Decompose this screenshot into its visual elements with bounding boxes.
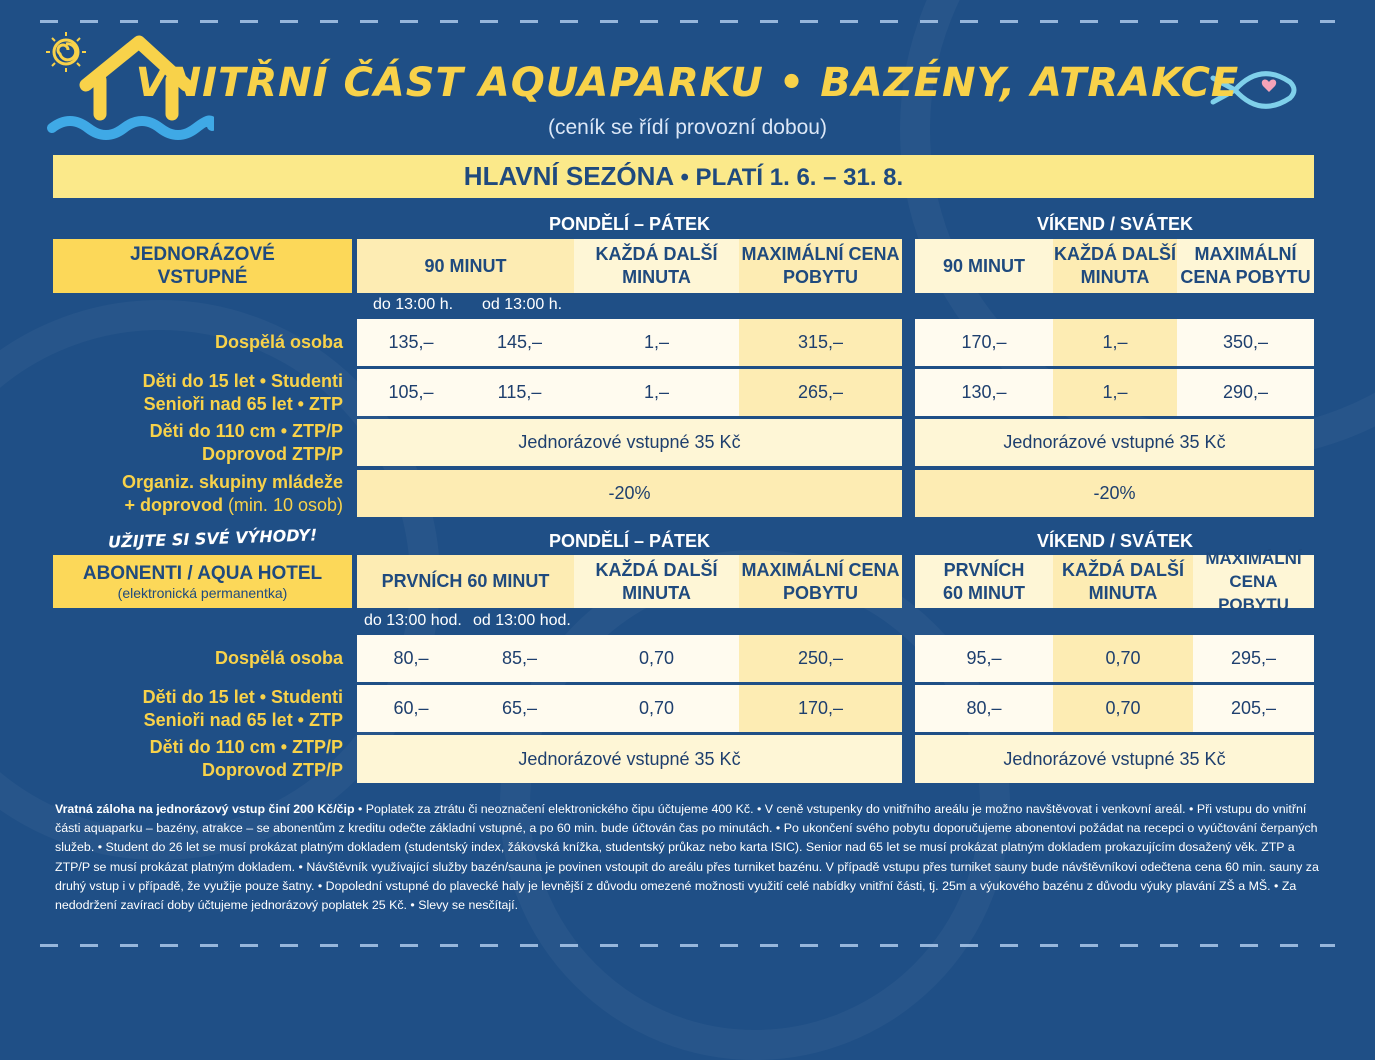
s1-time-before: do 13:00 h. — [373, 296, 454, 313]
s2-we-col-max: MAXIMÁLNÍ CENA POBYTU — [1193, 555, 1314, 608]
s1-wd-col-90: 90 MINUT — [357, 239, 574, 293]
s2-adult-we-minute: 0,70 — [1053, 635, 1193, 682]
s1-adult-wd-max: 315,– — [739, 319, 902, 366]
s1-reduced-wd-minute: 1,– — [574, 369, 739, 416]
s1-reduced-wd-max: 265,– — [739, 369, 902, 416]
s2-we-col-minute: KAŽDÁ DALŠÍ MINUTA — [1053, 555, 1193, 608]
s1-reduced-we-90: 130,– — [915, 369, 1053, 416]
s2-adult-wd-minute: 0,70 — [574, 635, 739, 682]
benefits-slogan: UŽIJTE SI SVÉ VÝHODY! — [107, 525, 318, 552]
page-title: VNITŘNÍ ČÁST AQUAPARKU • BAZÉNY, ATRAKCE — [135, 60, 1240, 106]
s1-adult-wd-after: 145,– — [465, 319, 574, 366]
s2-adult-wd-before: 80,– — [357, 635, 465, 682]
s1-label-line2: VSTUPNÉ — [157, 267, 248, 288]
s1-section-label — [53, 239, 352, 293]
s2-reduced-wd-after: 65,– — [465, 685, 574, 732]
s2-row-children-label: Děti do 110 cm • ZTP/P Doprovod ZTP/P — [149, 737, 343, 780]
s1-time-after: od 13:00 h. — [482, 296, 563, 313]
s2-reduced-wd-max: 170,– — [739, 685, 902, 732]
s1-reduced-wd-after: 115,– — [465, 369, 574, 416]
s1-row-groups-label: Organiz. skupiny mládeže + doprovod (min. 10 osob) — [121, 471, 343, 515]
bottom-dashed-divider — [40, 944, 1335, 947]
s1-adult-we-max: 350,– — [1177, 319, 1314, 366]
s1-row-reduced-label: Děti do 15 let • Studenti Senioři nad 65 let • ZTP — [142, 370, 343, 414]
s2-adult-wd-after: 85,– — [465, 635, 574, 682]
s1-weekday-header: PONDĚLÍ – PÁTEK — [548, 214, 711, 234]
s2-wd-col-max: MAXIMÁLNÍ CENA POBYTU — [739, 555, 902, 608]
s1-groups-wd: -20% — [357, 470, 902, 517]
page-subtitle: (ceník se řídí provozní dobou) — [548, 116, 827, 139]
s2-children-we: Jednorázové vstupné 35 Kč — [915, 735, 1314, 783]
s1-children-wd: Jednorázové vstupné 35 Kč — [357, 419, 902, 466]
s2-label-line1: ABONENTI / AQUA HOTEL — [82, 562, 323, 584]
s2-weekend-header: VÍKEND / SVÁTEK — [1036, 531, 1194, 551]
s2-adult-wd-max: 250,– — [739, 635, 902, 682]
s2-wd-col-minute: KAŽDÁ DALŠÍ MINUTA — [574, 555, 739, 608]
s2-reduced-wd-minute: 0,70 — [574, 685, 739, 732]
s2-weekday-header: PONDĚLÍ – PÁTEK — [548, 531, 711, 551]
s2-row-reduced-label: Děti do 15 let • Studenti Senioři nad 65 let • ZTP — [142, 686, 343, 730]
s2-adult-we-max: 295,– — [1193, 635, 1314, 682]
s1-adult-we-minute: 1,– — [1053, 319, 1177, 366]
s1-groups-we: -20% — [915, 470, 1314, 517]
s1-row-adult-label: Dospělá osoba — [214, 332, 343, 352]
s2-label-line2: (elektronická permanentka) — [117, 584, 288, 601]
season-validity: • PLATÍ 1. 6. – 31. 8. — [680, 164, 904, 191]
s2-reduced-wd-before: 60,– — [357, 685, 465, 732]
s1-wd-col-minute: KAŽDÁ DALŠÍ MINUTA — [574, 239, 739, 293]
s1-children-we: Jednorázové vstupné 35 Kč — [915, 419, 1314, 466]
s2-we-col-60: PRVNÍCH 60 MINUT — [915, 555, 1053, 608]
s1-adult-wd-before: 135,– — [357, 319, 465, 366]
s1-adult-wd-minute: 1,– — [574, 319, 739, 366]
s2-row-adult-label: Dospělá osoba — [214, 648, 343, 668]
s1-we-col-max: MAXIMÁLNÍ CENA POBYTU — [1177, 239, 1314, 293]
s2-time-before: do 13:00 hod. — [364, 612, 462, 629]
s2-adult-we-60: 95,– — [915, 635, 1053, 682]
s1-label-line1: JEDNORÁZOVÉ — [130, 244, 275, 265]
s2-time-after: od 13:00 hod. — [473, 612, 571, 629]
s1-reduced-wd-before: 105,– — [357, 369, 465, 416]
s2-reduced-we-60: 80,– — [915, 685, 1053, 732]
s1-we-col-minute: KAŽDÁ DALŠÍ MINUTA — [1053, 239, 1177, 293]
s1-adult-we-90: 170,– — [915, 319, 1053, 366]
s1-weekend-header: VÍKEND / SVÁTEK — [1036, 214, 1194, 234]
s1-reduced-we-max: 290,– — [1177, 369, 1314, 416]
season-name: HLAVNÍ SEZÓNA — [463, 161, 674, 191]
s2-wd-col-60: PRVNÍCH 60 MINUT — [357, 555, 574, 608]
s1-we-col-90: 90 MINUT — [915, 239, 1053, 293]
top-dashed-divider — [40, 20, 1335, 23]
s1-row-children-label: Děti do 110 cm • ZTP/P Doprovod ZTP/P — [149, 420, 343, 464]
s1-wd-col-max: MAXIMÁLNÍ CENA POBYTU — [739, 239, 902, 293]
footer-text: • Poplatek za ztrátu či neoznačení elektronického čipu účtujeme 400 Kč. • V ceně vstupenky do vnitřního areálu je možno navštěvovat i venkovní areál. • Při vstupu do vnitřní části aquaparku – bazény, atrakce – se abonentům z kreditu odečte základní vstupné, a po 60 min. bude účtován čas po minutách. • Po ukončení svého pobytu doporučujeme abonentovi požádat na recepci o vyúčtování čerpaných služeb. • Student do 26 let se musí prokázat platným dokladem (studentský index, žákovská knížka, studentský průkaz nebo karta ISIC). Senior nad 65 let se musí prokázat platným dokladem prokazujícím dosažený věk. ZTP a ZTP/P se musí prokázat platným dokladem. • Návštěvník využívající služby bazén/sauna je povinen vstoupit do areálu přes turniket bazénu. V případě vstupu přes turniket sauny bude návštěvníkovi odečtena cena 60 min. sauny za druhý vstup i v případě, že využije pouze šatny. • Dopolední vstupné do plavecké haly je levnější z důvodu omezené možnosti využití celé nabídky vnitřní části, tj. 25m a výukového bazénu z důvodu výuky plavání ZŠ a MŠ. • Za nedodržení zavírací doby účtujeme jednorázový poplatek 25 Kč. • Slevy se nesčítají. — [55, 802, 1319, 913]
s1-reduced-we-minute: 1,– — [1053, 369, 1177, 416]
footer-deposit-note: Vratná záloha na jednorázový vstup činí 200 Kč/čip — [55, 802, 355, 816]
s2-section-label — [53, 555, 352, 608]
s2-children-wd: Jednorázové vstupné 35 Kč — [357, 735, 902, 783]
footer-notes — [55, 800, 1320, 915]
s2-reduced-we-max: 205,– — [1193, 685, 1314, 732]
season-bar — [53, 155, 1314, 198]
s2-reduced-we-minute: 0,70 — [1053, 685, 1193, 732]
